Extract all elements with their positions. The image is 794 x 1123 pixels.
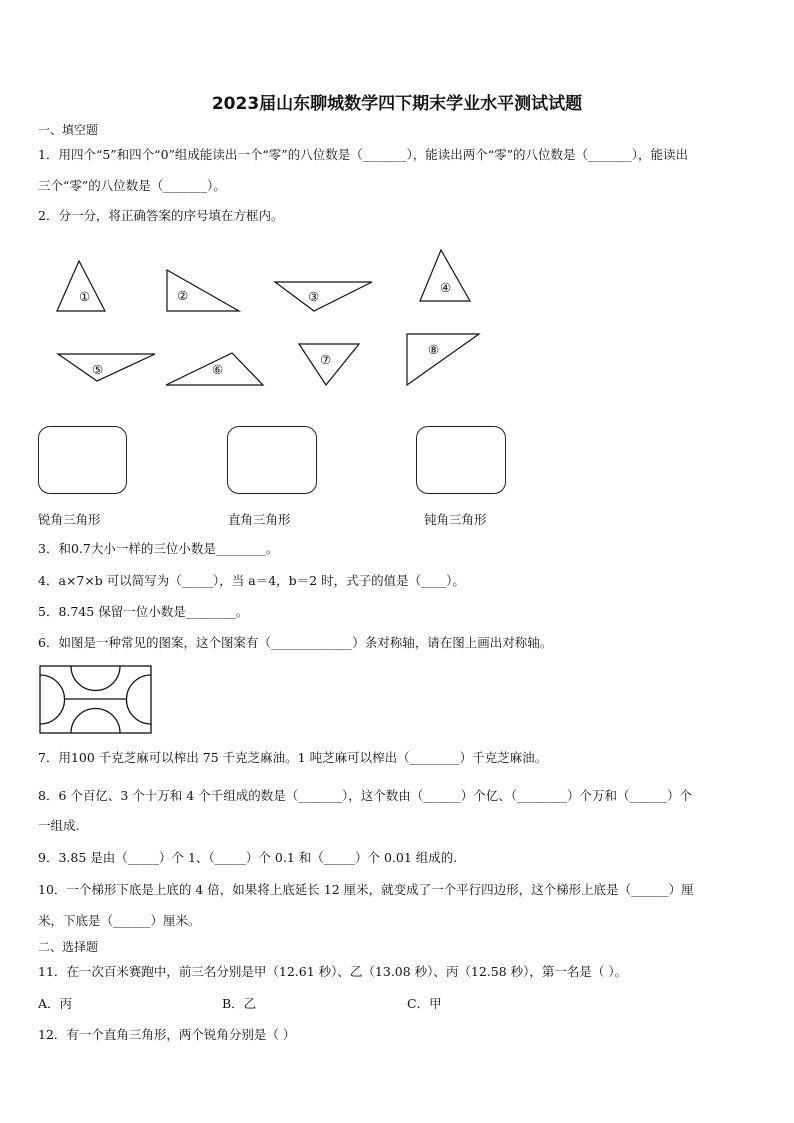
question-2: 2．分一分，将正确答案的序号填在方框内。 <box>38 208 284 223</box>
question-10-line1: 10．一个梯形下底是上底的 4 倍，如果将上底延长 12 厘米，就变成了一个平行四边形，这个梯形上底是（______）厘 <box>38 882 694 897</box>
triangle-label-6: ⑥ <box>212 362 224 377</box>
obtuse-triangle-label: 钝角三角形 <box>424 512 487 527</box>
section-fill-blank: 一、填空题 <box>38 123 99 137</box>
page-title: 2023届山东聊城数学四下期末学业水平测试试题 <box>211 94 583 114</box>
question-11-option-c[interactable]: C．甲 <box>407 996 442 1011</box>
obtuse-triangle-box[interactable] <box>416 426 506 494</box>
triangle-label-7: ⑦ <box>320 352 332 367</box>
question-8-line2: 一组成. <box>38 818 80 833</box>
question-11-option-b[interactable]: B．乙 <box>222 996 257 1011</box>
triangle-5 <box>58 354 155 381</box>
triangle-label-3: ③ <box>308 289 320 304</box>
triangle-8 <box>407 334 479 385</box>
question-10-line2: 米，下底是（______）厘米。 <box>38 913 201 928</box>
question-12: 12．有一个直角三角形，两个锐角分别是（ ） <box>38 1027 296 1042</box>
right-triangle-box[interactable] <box>227 426 317 494</box>
triangle-label-2: ② <box>177 288 189 303</box>
question-9: 9．3.85 是由（_____）个 1、（_____）个 0.1 和（_____）个 0.01 组成的. <box>38 850 458 865</box>
triangle-label-1: ① <box>79 289 91 304</box>
right-triangle-label: 直角三角形 <box>228 512 291 527</box>
question-8-line1: 8．6 个百亿、3 个十万和 4 个千组成的数是（_______），这个数由（______）个亿、（________）个万和（______）个 <box>38 788 692 803</box>
symmetry-pattern <box>40 666 151 733</box>
question-7: 7．用100 千克芝麻可以榨出 75 千克芝麻油。1 吨芝麻可以榨出（________）千克芝麻油。 <box>38 750 548 765</box>
triangle-label-8: ⑧ <box>428 342 440 357</box>
question-1-line1: 1．用四个“5”和四个“0”组成能读出一个“零”的八位数是（_______），能读出两个“零”的八位数是（_______），能读出 <box>38 147 688 162</box>
section-multiple-choice: 二、选择题 <box>38 940 99 954</box>
triangle-label-4: ④ <box>440 280 452 295</box>
question-3: 3．和0.7大小一样的三位小数是________。 <box>38 541 279 556</box>
question-11: 11．在一次百米赛跑中，前三名分别是甲（12.61 秒）、乙（13.08 秒）、丙（12.58 秒），第一名是（ ）。 <box>38 964 628 979</box>
question-6: 6．如图是一种常见的图案，这个图案有（_____________）条对称轴，请在图上画出对称轴。 <box>38 635 553 650</box>
triangle-label-5: ⑤ <box>92 362 104 377</box>
question-11-option-a[interactable]: A．丙 <box>38 996 73 1011</box>
question-5: 5．8.745 保留一位小数是________。 <box>38 604 249 619</box>
acute-triangle-box[interactable] <box>38 426 127 494</box>
question-1-line2: 三个“零”的八位数是（_______）。 <box>38 178 226 193</box>
question-4: 4．a×7×b 可以简写为（_____），当 a＝4，b＝2 时，式子的值是（____）。 <box>38 573 465 588</box>
triangle-3 <box>275 282 372 311</box>
acute-triangle-label: 锐角三角形 <box>38 512 101 527</box>
